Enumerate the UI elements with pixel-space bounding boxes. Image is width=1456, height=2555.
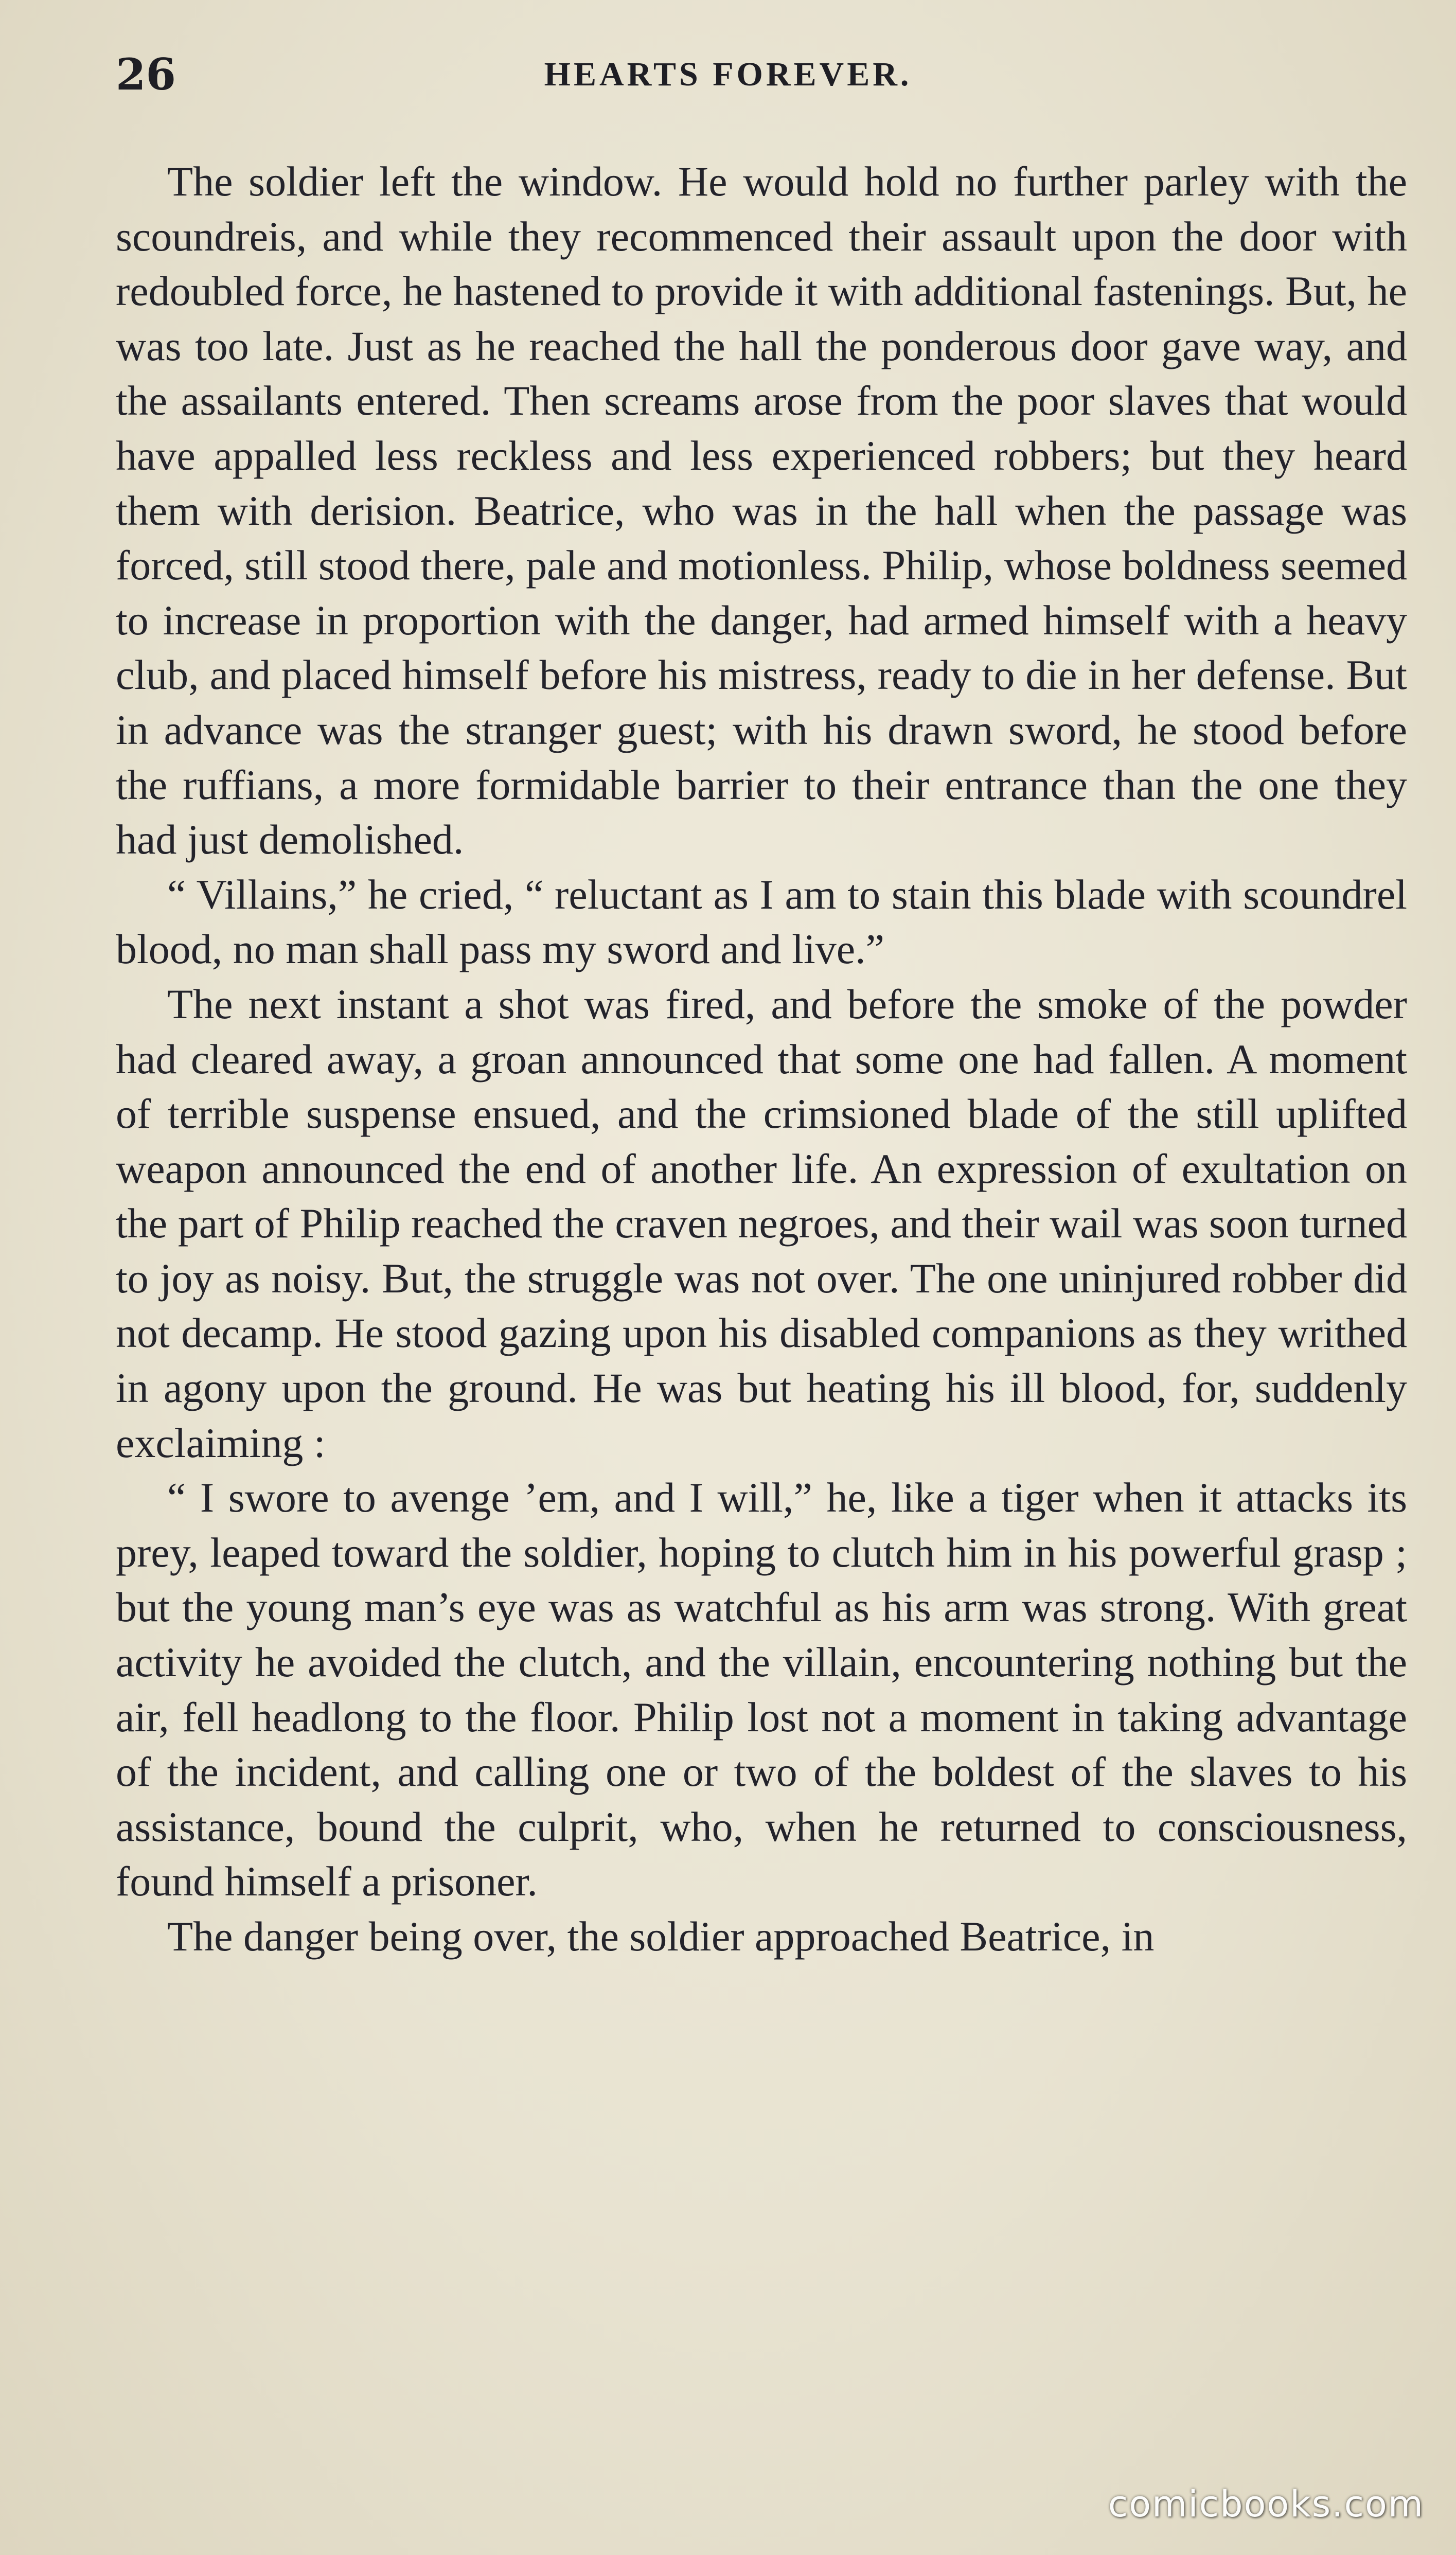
page-number: 26 xyxy=(116,49,176,100)
paragraph: “ I swore to avenge ’em, and I will,” he, like a tiger when it attacks its prey, leaped toward the soldier, hoping to clutch him in his powerful grasp ; but the young man’s eye was as watchful as his arm was strong. With great activity he avoided the clutch, and the villain, encountering nothing but the air, fell headlong to the floor. Philip lost not a moment in taking advantage of the incident, and calling one or two of the boldest of the slaves to his assistance, bound the culprit, who, when he returned to consciousness, found himself a prisoner. xyxy=(116,1474,1407,1905)
paragraph: The danger being over, the soldier approached Beatrice, in xyxy=(167,1913,1155,1960)
body-text xyxy=(116,154,1407,1964)
watermark: comicbooks.com xyxy=(1108,2483,1424,2525)
paragraph: “ Villains,” he cried, “ reluctant as I am to stain this blade with scoundrel blood, no man shall pass my sword and live.” xyxy=(116,871,1407,973)
page-header xyxy=(0,44,1456,105)
paragraph: The next instant a shot was fired, and before the smoke of the powder had cleared away, a groan announced that some one had fallen. A moment of terrible suspense ensued, and the crimsioned blade of the still uplifted weapon announced the end of another life. An expression of exultation on the part of Philip reached the craven negroes, and their wail was soon turned to joy as noisy. But, the struggle was not over. The one uninjured robber did not decamp. He stood gazing upon his disabled companions as they writhed in agony upon the ground. He was but heating his ill blood, for, suddenly exclaiming : xyxy=(116,980,1407,1466)
paragraph: The soldier left the window. He would hold no further parley with the scoundreis, and while they recommenced their assault upon the door with redoubled force, he hastened to provide it with additional fastenings. But, he was too late. Just as he reached the hall the ponderous door gave way, and the assailants entered. Then screams arose from the poor slaves that would have appalled less reckless and less experienced robbers; but they heard them with derision. Beatrice, who was in the hall when the passage was forced, still stood there, pale and motionless. Philip, whose boldness seemed to increase in proportion with the danger, had armed himself with a heavy club, and placed himself before his mistress, ready to die in her defense. But in advance was the stranger guest; with his drawn sword, he stood before the ruffians, a more formidable barrier to their entrance than the one they had just demolished. xyxy=(116,158,1407,863)
running-head: HEARTS FOREVER. xyxy=(544,56,912,93)
